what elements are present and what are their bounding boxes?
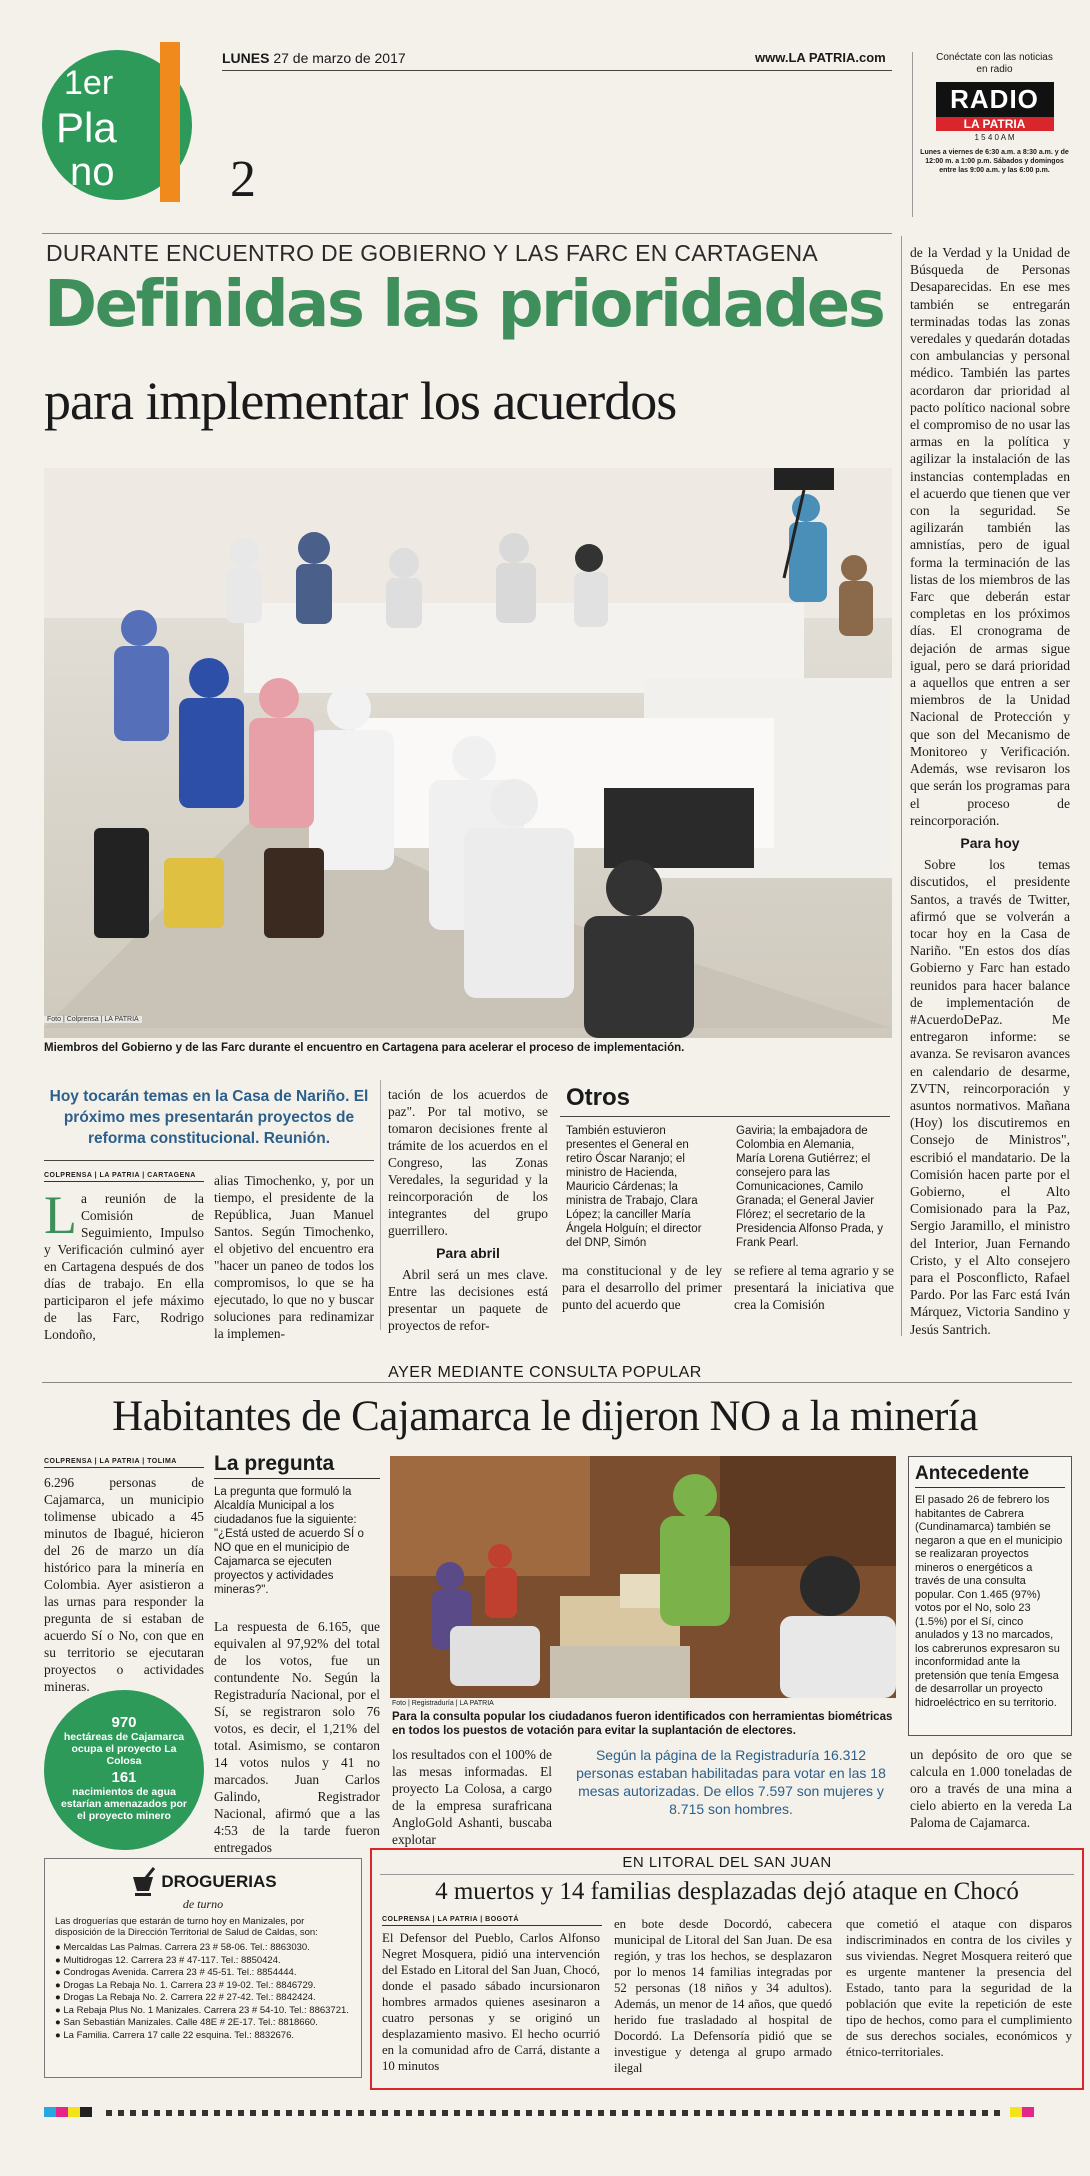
antecedente-box [908,1456,1072,1736]
pharmacy-item-text: La Rebaja Plus No. 1 Manizales. Carrera 23 # 54-10. Tel.: 8863721. [63,2004,349,2016]
stat-1-number: 970 [111,1714,137,1731]
third-col-2: en bote desde Docordó, cabecera municipal de Litoral del San Juan. De esa región, y tras los hechos, se desplazaron por lo menos 14 familias integradas por 52 personas (18 niños y 34 adultos). Además, un menor de 14 años, que quedó herido fue trasladado al hospital de Docordó. La Defensoría pidió que se investigue y detenga al grupo armado ilegal [614,1917,832,2075]
radio-frequency: 1 5 4 0 A M [974,133,1015,142]
otros-rule [560,1116,890,1117]
swatch-black [80,2107,92,2117]
radio-logo [936,82,1054,117]
lead-kicker: DURANTE ENCUENTRO DE GOBIERNO Y LAS FARC EN CARTAGENA [46,240,819,266]
pharmacy-item: ● Condrogas Avenida. Carrera 23 # 45-51. Tel.: 8854444. [55,1967,297,1978]
lead-byline: COLPRENSA | LA PATRIA | CARTAGENA [44,1172,204,1182]
radio-schedule: Lunes a viernes de 6:30 a.m. a 8:30 a.m. y de 12:00 m. a 1:00 p.m. Sábados y domingos entre las 9:00 a.m. y las 6:00 p.m. [920,149,1069,174]
lead-col-5: se refiere al tema agrario y se presentará la iniciativa que crea la Comisión [734,1263,894,1312]
swatch-cyan [44,2107,56,2117]
lead-col-4: ma constitucional y de ley para el desarrollo del primer punto del acuerdo que [562,1263,722,1312]
second-photo-scene [390,1456,896,1698]
pharmacy-subtitle: de turno [182,1897,224,1911]
second-top-rule [42,1382,1072,1383]
radio-cta: Conéctate con las noticias en radio [936,52,1053,75]
lead-col-3-text-b: Abril será un mes clave. Entre las decisiones está presentar un paquete de proyectos de refor- [388,1267,548,1333]
lead-col-2-text: alias Timochenko, y, por un tiempo, el presidente de la República, Juan Manuel Santos. Según Timochenko, el objetivo del encuentro era "hacer un paneo de todos los compromisos, lo que se ha ejecutado, lo que no y buscar soluciones para redinamizar la implemen- [214,1173,374,1341]
lead-right-text-a: de la Verdad y la Unidad de Búsqueda de Personas Desaparecidas. En ese mes también se entregarán terminadas todas las zonas veredales y quedarán dotadas con ambulancias y personal médico. También las partes acordaron dar prioridad al pacto político nacional sobre el compromiso de no usar las armas en la política y agilizar la instalación de las instancias contempladas en el acuerdo que tienen que ver con la seguridad. Se agilizarán también las amnistías, pero de igual forma la terminación de las listas de los miembros de las Farc que deberán estar completas en los próximos días. El cronograma de dejación de armas sigue igual, pero se dará prioridad a aquellos que entren a ser miembros de la Unidad Nacional de Protección y que son del Mecanismo de Monitoreo y Verificación. Además, wse revisaron los que serán los programas para el proceso de reincorporación. [910,245,1070,828]
pharmacy-item: ● Mercaldas Las Palmas. Carrera 23 # 58-06. Tel.: 8863030. [55,1942,310,1953]
lead-col-3 [388,1086,548,1334]
pharmacy-item-text: Condrogas Avenida. Carrera 23 # 45-51. Tel.: 8854444. [63,1967,297,1978]
pharmacy-box [44,1858,362,2078]
pharmacy-brand: DROGUERIAS [161,1872,277,1891]
calibration-stripes [106,2110,1006,2116]
pharmacy-item: ● San Sebastián Manizales. Calle 48E # 2E-17. Tel.: 8818660. [55,2017,318,2028]
pharmacy-item-text: San Sebastián Manizales. Calle 48E # 2E-17. Tel.: 8818660. [63,2017,318,2028]
lead-right-column [910,244,1070,1338]
pharmacy-item: ● Multidrogas 12. Carrera 23 # 47-117. Tel.: 8850424. [55,1954,281,1966]
pregunta-box [214,1452,380,1597]
masthead-website[interactable]: www.LA PATRIA.com [755,50,886,65]
stat-2-number: 161 [111,1769,137,1786]
pharmacy-item-text: La Familia. Carrera 17 calle 22 esquina. Tel.: 8832676. [63,2029,294,2041]
second-headline: Habitantes de Cajamarca le dijeron NO a la minería [112,1393,978,1440]
section-badge-stripe [160,42,180,202]
stat-1-text: hectáreas de Cajamarca ocupa el proyecto La Colosa [63,1731,185,1767]
lead-headline-2: para implementar los acuerdos [44,371,677,431]
pharmacy-item-text: Drogas La Rebaja No. 2. Carrera 22 # 27-42. Tel.: 8842424. [63,1992,316,2003]
third-byline: COLPRENSA | LA PATRIA | BOGOTÁ [382,1916,602,1926]
otros-col-2: Gaviria; la embajadora de Colombia en Alemania, María Lorena Gutiérrez; el consejero para las Comunicaciones, Camilo Granada; el General Javier Flórez; el secretario de la Presidencia Alfonso Prada, y Frank Pearl. [736,1125,884,1249]
second-photo [390,1456,896,1698]
swatch-yellow-right [1010,2107,1022,2117]
date-day: LUNES [222,50,270,66]
lead-col-1-text: a reunión de la Comisión de Seguimiento, Impulso y Verificación culminó ayer en Cartagena después de dos días de trabajo. En ella participaron el jefe máximo de las Farc, Rodrigo Londoño, [44,1191,204,1342]
pharmacy-item: ● Drogas La Rebaja No. 2. Carrera 22 # 27-42. Tel.: 8842424. [55,1992,316,2003]
third-kicker: EN LITORAL DEL SAN JUAN [622,1854,832,1871]
radio-name: RADIO [950,84,1039,114]
pharmacy-item-text: Drogas La Rebaja No. 1. Carrera 23 # 19-02. Tel.: 8846729. [63,1979,316,1991]
swatch-magenta [56,2107,68,2117]
second-col-2: La respuesta de 6.165, que equivalen al 97,92% del total de los votos, fue un contundente No. Según la Registraduría Nacional, por el Sí, se registraron solo 76 votos, es decir, el 1,21% del total. Asimismo, se contaron 14 votos nulos y 41 no marcados. Juan Carlos Galindo, Registrador Nacional, afirmó que a las 4:53 de la tarde fueron entregados [214,1619,380,1855]
date-rest: 27 de marzo de 2017 [273,50,406,66]
third-col-1: El Defensor del Pueblo, Carlos Alfonso Negret Mosquera, pidió una intervención del Estado en Litoral del San Juan, Chocó, donde el pasado sábado incursionaron hombres armados quienes asesinaron a cuatro personas y se originó un desplazamiento masivo. El hecho ocurrió en la comunidad afro de Carrá, distante a 10 minutos [382,1931,600,2073]
lead-summary-rule [44,1160,374,1161]
lead-headline-1: Definidas las prioridades [44,268,884,342]
second-photo-credit: Foto | Registraduría | LA PATRIA [392,1700,494,1707]
color-calibration-bar [44,2104,1074,2116]
lead-top-rule [42,233,892,234]
pharmacy-item: ● La Rebaja Plus No. 1 Manizales. Carrera 23 # 54-10. Tel.: 8863721. [55,2004,349,2016]
pharmacy-item: ● La Familia. Carrera 17 calle 22 esquina. Tel.: 8832676. [55,2029,294,2041]
third-story-box [370,1848,1084,2090]
stat-2-text: nacimientos de agua estarían amenazados por el proyecto minero [60,1786,188,1822]
lead-col-2 [214,1172,374,1342]
third-headline: 4 muertos y 14 familias desplazadas dejó ataque en Chocó [435,1878,1019,1905]
lead-photo-credit: Foto | Colprensa | LA PATRIA [44,1016,142,1023]
second-byline: COLPRENSA | LA PATRIA | TOLIMA [44,1458,204,1468]
antecedente-text: El pasado 26 de febrero los habitantes de Cabrera (Cundinamarca) también se negaron a que en el municipio se realizaran proyectos mineros o energéticos a través de una consulta popular. Con 1.465 (97%) votos por el No, solo 23 (1.5%) por el Sí, cinco anulados y 13 no marcados, los cabrerunos expresaron su inconformidad ante la pretensión que tenía Emgesa de desarrollar un proyecto hidroeléctrico en su territorio. [915,1494,1063,1709]
pharmacy-item: ● Drogas La Rebaja No. 1. Carrera 23 # 19-02. Tel.: 8846729. [55,1979,316,1991]
subhead-para-hoy: Para hoy [960,834,1020,851]
subhead-para-abril: Para abril [436,1245,500,1261]
section-badge-line2: Pla [56,104,117,151]
second-col-4: un depósito de oro que se calcula en 1.000 toneladas de oro a través de una mina a cielo abierto en la vereda La Paloma de Cajamarca. [910,1747,1072,1830]
otros-box [560,1080,890,1260]
second-col-3: los resultados con el 100% de las mesas informadas. El proyecto La Colosa, a cargo de la empresa surafricana AngloGold Ashanti, buscaba explotar [392,1747,552,1847]
masthead-date [222,50,406,66]
radio-brand-bar [936,117,1054,131]
otros-col-1: También estuvieron presentes el General en retiro Óscar Naranjo; el ministro de Hacienda, Mauricio Cárdenas; la ministra de Trabajo, Clara López; la canciller María Ángela Holguín; el director del DNP, Simón [566,1125,702,1249]
pharmacy-item-text: Multidrogas 12. Carrera 23 # 47-117. Tel.: 8850424. [63,1954,281,1966]
pregunta-title: La pregunta [214,1452,380,1479]
second-col-1: 6.296 personas de Cajamarca, un municipio tolimense ubicado a 45 minutos de Ibagué, hicieron del 26 de marzo un día histórico para la minería en Colombia. Ayer asistieron a las urnas para responder la pregunta de si estaban de acuerdo Sí o No, con que en su territorio se ejecutaran proyectos o actividades mineras. [44,1475,204,1694]
otros-title: Otros [566,1084,631,1111]
pharmacy-list [55,1942,351,2042]
section-badge [42,42,192,202]
page-number: 2 [230,151,256,208]
second-caption: Para la consulta popular los ciudadanos fueron identificados con herramientas biométricas en todos los puestos de votación para evitar la suplantación de electores. [392,1711,893,1737]
pregunta-text: La pregunta que formuló la Alcaldía Municipal a los ciudadanos fue la siguiente: "¿Está usted de acuerdo SÍ o NO que en el municipio de Cajamarca se ejecuten proyectos y actividades mineras?". [214,1486,364,1596]
third-kicker-rule [380,1874,1074,1875]
pharmacy-logo [55,1867,351,1912]
radio-ad [912,52,1072,217]
lead-col-3-text-a: tación de los acuerdos de paz". Por tal motivo, se tomaron decisiones frente al trámite de los acuerdos en el Congreso, las Zonas Veredales, la seguridad y la reincorporación de los integrantes del grupo guerrillero. [388,1087,548,1238]
third-col-3: que cometió el ataque con disparos indiscriminados en contra de los civiles y sus viviendas. Negret Mosquera reiteró que es urgente mantener la presencia del Estado, tanto para la seguridad de la población que evite la repetición de este tipo de hechos, como para el cumplimiento de sus derechos sociales, económicos y étnico-territoriales. [846,1917,1072,2059]
lead-col-rule-1 [380,1080,381,1330]
lead-drop-cap: L [44,1185,77,1245]
stat-circle [44,1690,204,1850]
lead-photo-scene [44,468,892,1038]
masthead-rule [222,70,892,71]
mortar-icon [129,1867,157,1897]
radio-brand: LA PATRIA [963,117,1026,131]
section-badge-line3: no [70,150,115,194]
second-kicker: AYER MEDIANTE CONSULTA POPULAR [388,1364,702,1381]
pharmacy-item-text: Mercaldas Las Palmas. Carrera 23 # 58-06. Tel.: 8863030. [63,1942,310,1953]
swatch-yellow [68,2107,80,2117]
lead-right-text-b: Sobre los temas discutidos, el presidente Santos, a través de Twitter, afirmó que se volverán a tocar hoy en la Casa de Nariño. "En estos dos días Gobierno y Farc han estado reunidos para hacer balance de implementación de #AcuerdoDePaz. Me entregaron informe: se avanza. Se revisaron avances en calendario de desarme, ZVTN, reincorporación y asuntos normativos. Mañana (Hoy) los discutiremos en Consejo de Ministros", escribió el mandatario. De la Comisión hacen parte por el Gobierno, el Alto Comisionado para la Paz, Sergio Jaramillo, el ministro del Interior, Juan Fernando Cristo, y el Alto consejero para el Posconflicto, Rafael Pardo. Por las Farc está Iván Márquez, Victoria Sandino y Jesús Santrich. [910,857,1070,1337]
lead-photo [44,468,892,1038]
section-badge-line1: 1er [64,64,114,102]
lead-summary: Hoy tocarán temas en la Casa de Nariño. El próximo mes presentarán proyectos de reforma constitucional. Reunión. [49,1088,369,1147]
antecedente-title: Antecedente [915,1463,1065,1488]
lead-caption: Miembros del Gobierno y de las Farc durante el encuentro en Cartagena para acelerar el proceso de implementación. [44,1042,685,1054]
swatch-magenta-right [1022,2107,1034,2117]
lead-right-rule [901,236,902,1336]
lead-col-1 [44,1185,204,1343]
pharmacy-intro: Las droguerías que estarán de turno hoy en Manizales, por disposición de la Dirección Territorial de Salud de Caldas, son: [55,1916,318,1938]
second-highlight: Según la página de la Registraduría 16.312 personas estaban habilitadas para votar en las 18 mesas autorizadas. De ellos 7.597 son mujeres y 8.715 son hombres. [576,1747,886,1817]
